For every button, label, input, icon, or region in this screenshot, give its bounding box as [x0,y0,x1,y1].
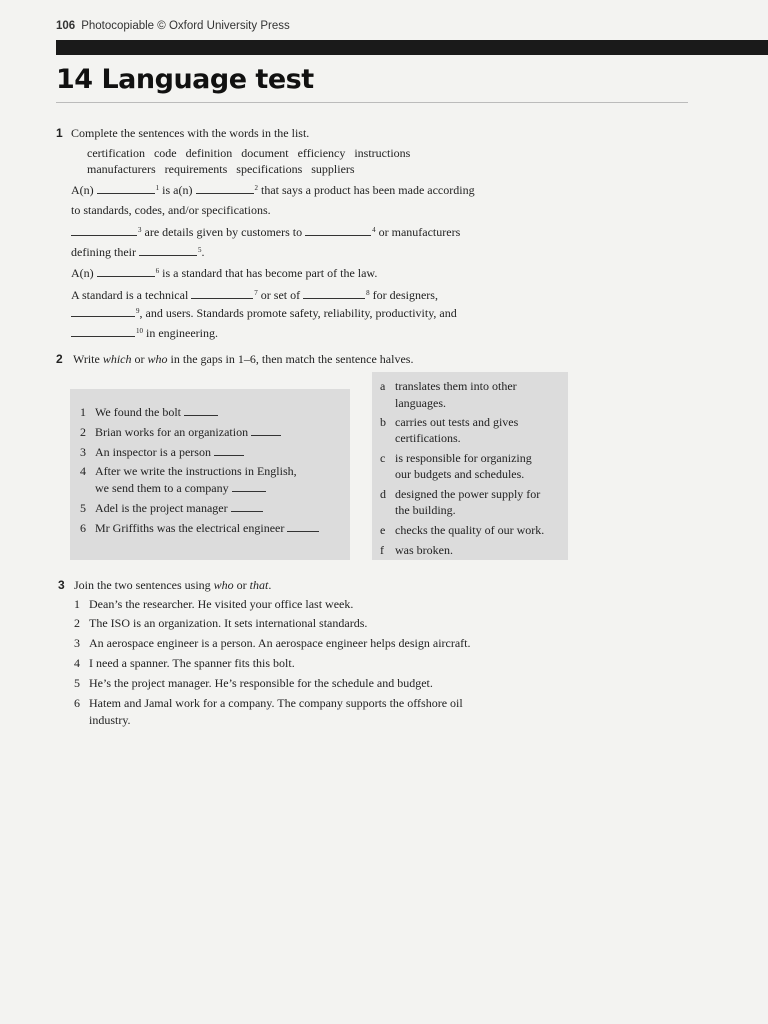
word-list-line-2: manufacturers requirements specifications suppliers [87,162,355,176]
item-text [95,501,263,515]
gap-blank [303,289,365,299]
text: . [201,245,205,259]
item-number: 4 [74,656,80,670]
gap-blank [97,267,155,277]
gap-number: 4 [372,226,376,234]
gap-number: 6 [155,267,160,275]
item-text: I need a spanner. The spanner fits this bolt. [89,656,295,670]
item-text: carries out tests and gives [395,415,519,429]
item-text: The ISO is an organization. It sets international standards. [89,616,368,630]
exercise-1-instruction: Complete the sentences with the words in the list. [71,126,310,140]
text: Adel is the project manager [95,501,228,515]
text: An inspector is a person [95,445,211,459]
gap-number: 2 [254,184,258,192]
gap-number: 9 [136,307,140,315]
item-text [95,445,244,459]
word-list-line-1: certification code definition document efficiency instructions [87,146,411,160]
gap-blank [232,482,266,492]
text: Join the two sentences using [74,578,214,592]
sentence-3 [71,266,377,280]
gap-blank [251,426,281,436]
gap-number: 1 [155,184,160,192]
item-text [95,481,266,495]
text: . [268,578,272,592]
gap-blank [71,226,137,236]
header-bar [56,40,768,55]
gap-number: 7 [254,289,258,297]
gap-blank [305,226,371,236]
text: for designers, [372,288,438,302]
text: defining their [71,245,136,259]
sentence-2-cont [71,245,204,259]
item-number: 2 [80,425,86,439]
italic-word: that [249,578,269,592]
item-text: the building. [395,503,456,517]
page-number: 106 [56,20,76,32]
gap-blank [287,522,319,532]
text: in engineering. [146,326,218,340]
gap-number: 5 [197,246,202,254]
item-number: 5 [80,501,86,515]
gap-number: 10 [136,327,143,335]
text: or set of [260,288,301,302]
text: Brian works for an organization [95,425,249,439]
gap-blank [97,184,155,194]
item-letter: e [380,523,386,537]
item-letter: a [380,379,386,393]
item-number: 1 [74,597,80,611]
text: or [131,352,148,366]
item-number: 3 [80,445,86,459]
item-text: designed the power supply for [395,487,541,501]
item-text: certifications. [395,431,461,445]
exercise-2-instruction [73,352,413,366]
item-text: industry. [89,713,131,727]
gap-blank [71,327,135,337]
item-text: checks the quality of our work. [395,523,545,537]
item-text: After we write the instructions in English, [95,464,297,478]
exercise-3-number: 3 [58,578,65,592]
item-text [95,405,218,419]
text: that says a product has been made according [261,183,475,197]
exercise-3-instruction [74,578,271,592]
credit-line: Photocopiable © Oxford University Press [81,20,290,32]
text: Mr Griffiths was the electrical engineer [95,521,285,535]
gap-number: 3 [138,226,142,234]
italic-word: who [213,578,234,592]
item-text: languages. [395,396,446,410]
text: is a standard that has become part of the law. [162,266,378,280]
text: in the gaps in 1–6, then match the sentence halves. [167,352,414,366]
text: A(n) [71,266,94,280]
text: We found the bolt [95,405,182,419]
text: are details given by customers to [144,225,303,239]
gap-blank [184,406,218,416]
italic-word: which [102,352,132,366]
item-text: He’s the project manager. He’s responsible for the schedule and budget. [89,676,433,690]
item-text: Hatem and Jamal work for a company. The company supports the offshore oil [89,696,463,710]
title-divider [56,102,688,103]
text: , and users. Standards promote safety, reliability, productivity, and [139,306,457,320]
item-number: 3 [74,636,80,650]
item-letter: b [380,415,386,429]
text: or [233,578,250,592]
item-letter: c [380,451,386,465]
exercise-2-number: 2 [56,352,63,366]
gap-blank [214,446,244,456]
sentence-4-end [71,326,218,340]
gap-blank [139,246,197,256]
item-number: 4 [80,464,86,478]
gap-blank [231,502,263,512]
item-text [95,521,319,535]
text: or manufacturers [378,225,461,239]
gap-number: 8 [366,289,370,297]
item-number: 1 [80,405,86,419]
item-text: is responsible for organizing [395,451,532,465]
item-letter: f [380,543,384,557]
text: we send them to a company [95,481,229,495]
gap-blank [196,184,254,194]
item-text: was broken. [395,543,453,557]
gap-blank [71,307,135,317]
item-number: 5 [74,676,80,690]
item-text: our budgets and schedules. [395,467,525,481]
item-number: 6 [80,521,86,535]
sentence-4-cont [71,306,457,320]
item-text: translates them into other [395,379,517,393]
item-text [95,425,281,439]
page-header [56,20,290,32]
page-title: 14 Language test [56,64,314,95]
item-text: An aerospace engineer is a person. An aerospace engineer helps design aircraft. [89,636,471,650]
italic-word: who [147,352,168,366]
text: A standard is a technical [71,288,189,302]
text: Write [73,352,103,366]
sentence-4 [71,288,438,302]
sentence-1 [71,183,475,197]
gap-blank [191,289,253,299]
item-text: Dean’s the researcher. He visited your office last week. [89,597,354,611]
exercise-1-number: 1 [56,126,63,140]
item-letter: d [380,487,386,501]
text: A(n) [71,183,94,197]
sentence-1-cont: to standards, codes, and/or specifications. [71,203,271,217]
text: is a(n) [162,183,193,197]
item-number: 6 [74,696,80,710]
sentence-2 [71,225,460,239]
item-number: 2 [74,616,80,630]
